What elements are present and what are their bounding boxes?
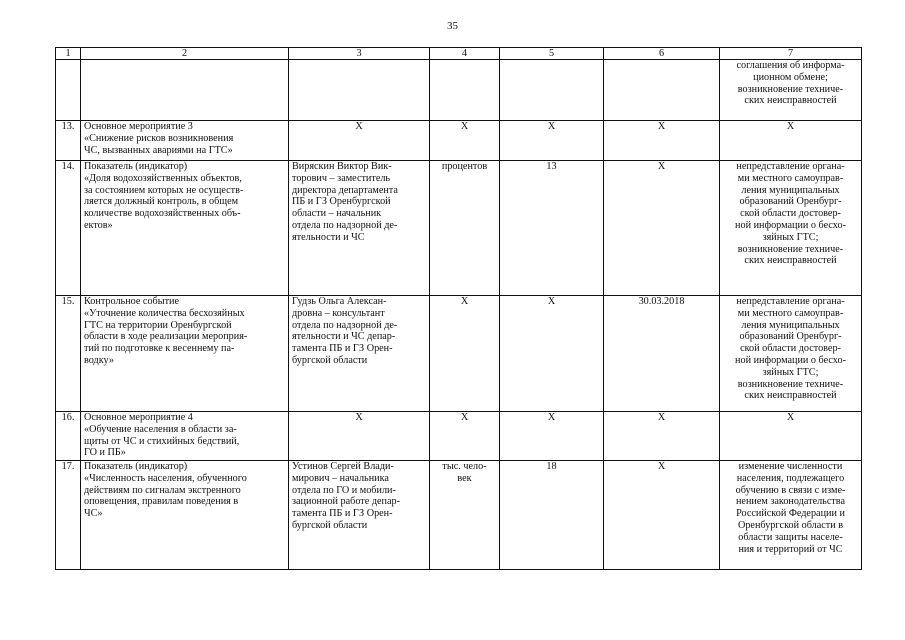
value-cell: Х — [500, 296, 604, 412]
date-cell: Х — [604, 121, 720, 161]
date-cell: Х — [604, 412, 720, 461]
risks-cell: Х — [720, 412, 862, 461]
risks-cell: непредставление органа- ми местного самоуправ- ления муниципальных образований Оренбург- ской области достовер- ной информации о бесхо- зяйных ГТС; возникновение техниче- ских неисправностей — [720, 296, 862, 412]
row-number-cell: 13. — [56, 121, 81, 161]
column-header: 1 — [56, 48, 81, 60]
column-header: 3 — [289, 48, 430, 60]
row-number-cell: 17. — [56, 461, 81, 570]
name-cell: Основное мероприятие 4 «Обучение населения в области за- щиты от ЧС и стихийных бедствий, ГО и ПБ» — [81, 412, 289, 461]
value-cell: Х — [500, 121, 604, 161]
column-header: 6 — [604, 48, 720, 60]
table-row — [56, 296, 862, 412]
risks-cell: непредставление органа- ми местного самоуправ- ления муниципальных образований Оренбург- ской области достовер- ной информации о бесхо- зяйных ГТС; возникновение техниче- ских неисправностей — [720, 161, 862, 296]
risks-cell: изменение численности населения, подлежащего обучению в связи с изме- нением законодательства Российской Федерации и Оренбургской области в области защиты населе- ния и территорий от ЧС — [720, 461, 862, 570]
value-cell: 18 — [500, 461, 604, 570]
column-header: 4 — [430, 48, 500, 60]
plan-table — [55, 47, 862, 570]
page-number: 35 — [447, 20, 458, 32]
unit-cell: процентов — [430, 161, 500, 296]
value-cell: 13 — [500, 161, 604, 296]
table-row — [56, 60, 862, 121]
unit-cell: Х — [430, 412, 500, 461]
column-header: 2 — [81, 48, 289, 60]
row-number-cell: 16. — [56, 412, 81, 461]
name-cell: Показатель (индикатор) «Доля водохозяйственных объектов, за состоянием которых не осуществ- ляется должный контроль, в общем количестве водохозяйственных объ- ектов» — [81, 161, 289, 296]
responsible-cell: Х — [289, 412, 430, 461]
date-cell: 30.03.2018 — [604, 296, 720, 412]
value-cell: Х — [500, 412, 604, 461]
value-cell — [500, 60, 604, 121]
row-number-cell: 14. — [56, 161, 81, 296]
responsible-cell: Устинов Сергей Влади- мирович – начальника отдела по ГО и мобили- зационной работе депар- тамента ПБ и ГЗ Орен- бургской области — [289, 461, 430, 570]
table-row — [56, 121, 862, 161]
responsible-cell: Х — [289, 121, 430, 161]
row-number-cell: 15. — [56, 296, 81, 412]
responsible-cell: Виряскин Виктор Вик- торович – заместитель директора департамента ПБ и ГЗ Оренбургской области – начальник отдела по надзорной де- ятельности и ЧС — [289, 161, 430, 296]
column-header: 5 — [500, 48, 604, 60]
name-cell: Основное мероприятие 3 «Снижение рисков возникновения ЧС, вызванных авариями на ГТС» — [81, 121, 289, 161]
unit-cell: Х — [430, 121, 500, 161]
table-row — [56, 161, 862, 296]
risks-cell: соглашения об информа- ционном обмене; возникновение техниче- ских неисправностей — [720, 60, 862, 121]
date-cell: Х — [604, 161, 720, 296]
risks-cell: Х — [720, 121, 862, 161]
date-cell: Х — [604, 461, 720, 570]
unit-cell: тыс. чело- век — [430, 461, 500, 570]
table-row — [56, 461, 862, 570]
unit-cell — [430, 60, 500, 121]
row-number-cell — [56, 60, 81, 121]
name-cell: Показатель (индикатор) «Численность населения, обученного действиям по сигналам экстренного оповещения, правилам поведения в ЧС» — [81, 461, 289, 570]
column-number-row — [56, 48, 862, 60]
date-cell — [604, 60, 720, 121]
name-cell: Контрольное событие «Уточнение количества бесхозяйных ГТС на территории Оренбургской области в ходе реализации мероприя- тий по подготовке к весеннему па- водку» — [81, 296, 289, 412]
unit-cell: Х — [430, 296, 500, 412]
table-row — [56, 412, 862, 461]
responsible-cell: Гудзь Ольга Алексан- дровна – консультант отдела по надзорной де- ятельности и ЧС депар- тамента ПБ и ГЗ Орен- бургской области — [289, 296, 430, 412]
responsible-cell — [289, 60, 430, 121]
column-header: 7 — [720, 48, 862, 60]
name-cell — [81, 60, 289, 121]
